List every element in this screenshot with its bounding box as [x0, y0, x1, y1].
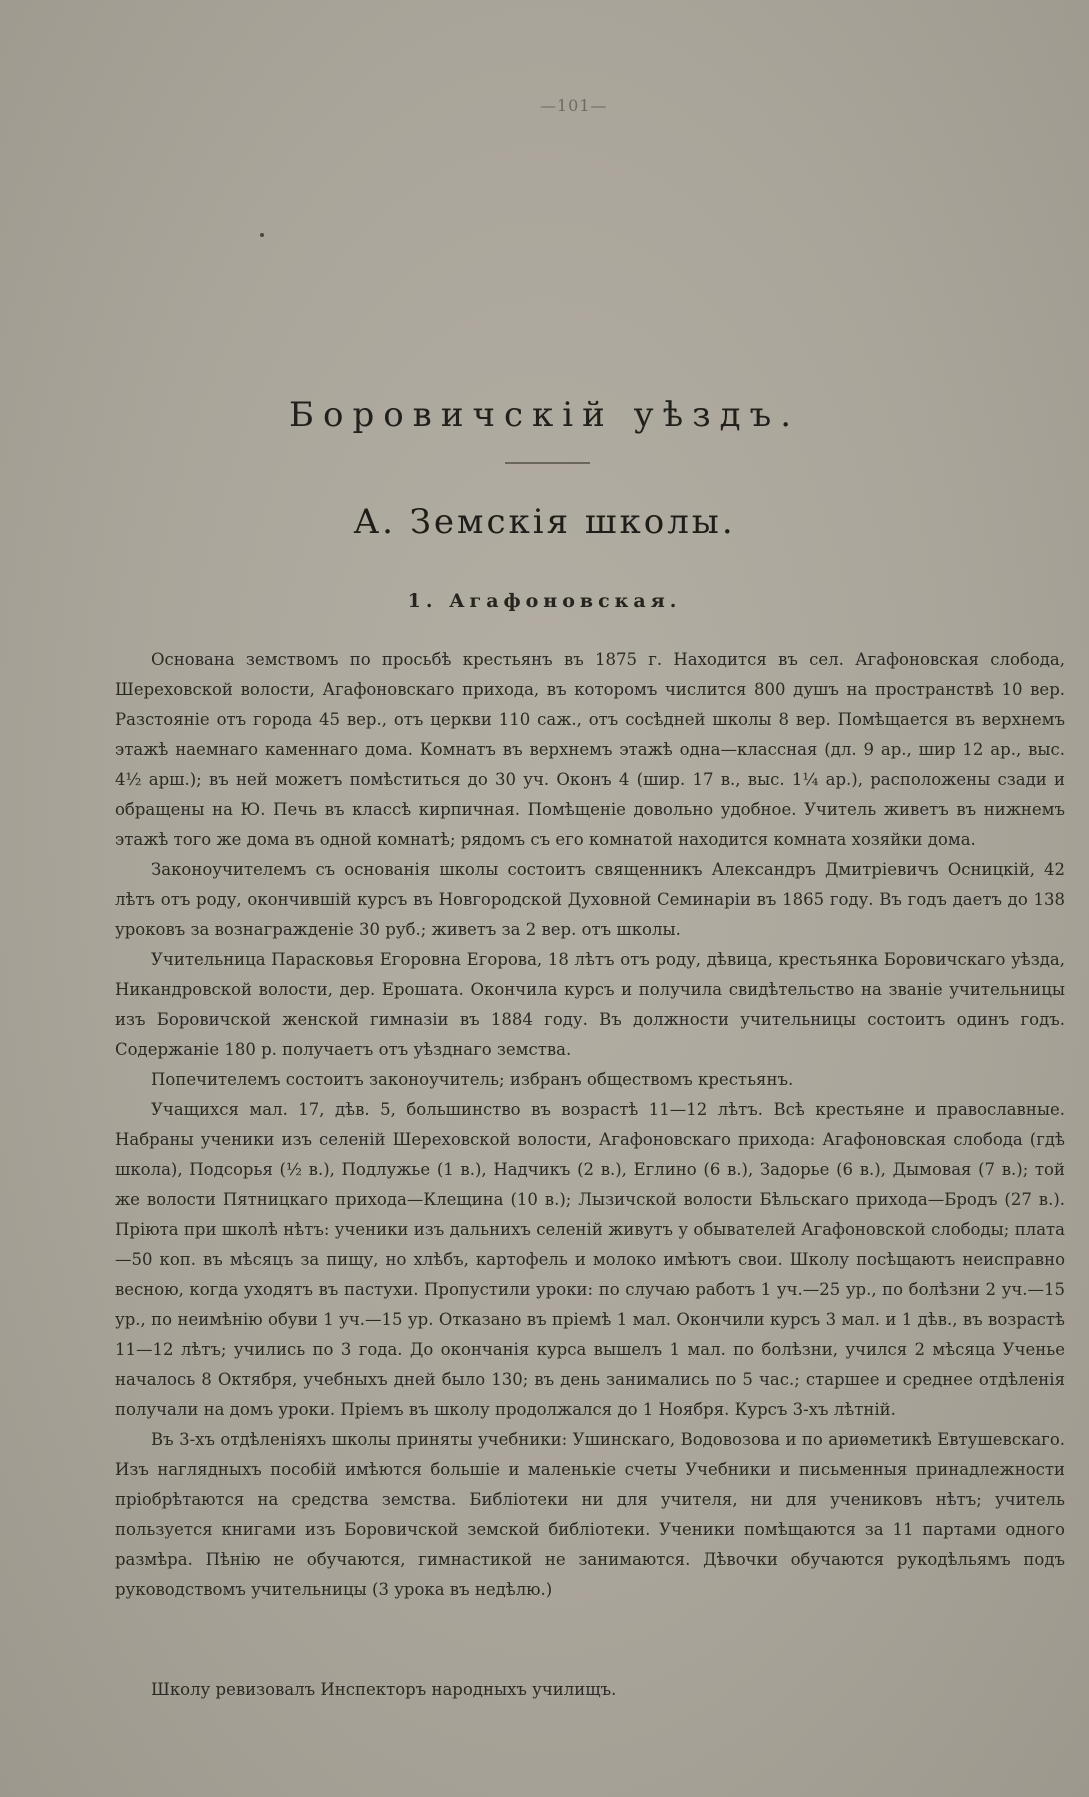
body-text	[115, 645, 1065, 1605]
inspection-note: Школу ревизовалъ Инспекторъ народныхъ училищъ.	[151, 1680, 617, 1699]
paragraph-foundation: Основана земствомъ по просьбѣ крестьянъ въ 1875 г. Находится въ сел. Агафоновская слобода, Шереховской волости, Агафоновскаго прихода, въ которомъ числится 800 душъ на пространствѣ 10 вер. Разстояніе отъ города 45 вер., отъ церкви 110 саж., отъ сосѣдней школы 8 вер. Помѣщается въ верхнемъ этажѣ наемнаго каменнаго дома. Комнатъ въ верхнемъ этажѣ одна—классная (дл. 9 ар., шир 12 ар., выс. 4½ арш.); въ ней можетъ помѣститься до 30 уч. Оконъ 4 (шир. 17 в., выс. 1¼ ар.), расположены сзади и обращены на Ю. Печь въ классѣ кирпичная. Помѣщеніе довольно удобное. Учитель живетъ въ нижнемъ этажѣ того же дома въ одной комнатѣ; рядомъ съ его комнатой находится комната хозяйки дома.	[115, 650, 1065, 849]
paragraph-trustee: Попечителемъ состоитъ законоучитель; избранъ обществомъ крестьянъ.	[151, 1070, 794, 1089]
print-speck	[260, 233, 264, 237]
district-title: Боровичскій уѣздъ.	[288, 395, 801, 435]
school-title: 1. Агафоновская.	[407, 590, 682, 612]
page-number: —101—	[540, 96, 608, 115]
paragraph-textbooks: Въ 3-хъ отдѣленіяхъ школы приняты учебники: Ушинскаго, Водовозова и по ариѳметикѣ Евтушевскаго. Изъ наглядныхъ пособій имѣются большіе и маленькіе счеты Учебники и письменныя принадлежности пріобрѣтаются на средства земства. Библіотеки ни для учителя, ни для учениковъ нѣтъ; учитель пользуется книгами изъ Боровичской земской библіотеки. Ученики помѣщаются за 11 партами одного размѣра. Пѣнію не обучаются, гимнастикой не занимаются. Дѣвочки обучаются рукодѣльямъ подъ руководствомъ учительницы (3 урока въ недѣлю.)	[115, 1430, 1065, 1599]
title-divider	[505, 462, 590, 464]
paragraph-religion-teacher: Законоучителемъ съ основанія школы состоитъ священникъ Александръ Дмитріевичъ Осницкій, 42 лѣтъ отъ роду, окончившій курсъ въ Новгородской Духовной Семинаріи въ 1865 году. Въ годъ даетъ до 138 уроковъ за вознагражденіе 30 руб.; живетъ за 2 вер. отъ школы.	[115, 860, 1065, 939]
paragraph-students: Учащихся мал. 17, дѣв. 5, большинство въ возрастѣ 11—12 лѣтъ. Всѣ крестьяне и православные. Набраны ученики изъ селеній Шереховской волости, Агафоновскаго прихода: Агафоновская слобода (гдѣ школа), Подсорья (½ в.), Подлужье (1 в.), Надчикъ (2 в.), Еглино (6 в.), Задорье (6 в.), Дымовая (7 в.); той же волости Пятницкаго прихода—Клещина (10 в.); Лызичской волости Бѣльскаго прихода—Бродъ (27 в.). Пріюта при школѣ нѣтъ: ученики изъ дальнихъ селеній живутъ у обывателей Агафоновской слободы; плата—50 коп. въ мѣсяцъ за пищу, но хлѣбъ, картофель и молоко имѣютъ свои. Школу посѣщаютъ неисправно весною, когда уходятъ въ пастухи. Пропустили уроки: по случаю работъ 1 уч.—25 ур., по болѣзни 2 уч.—15 ур., по неимѣнію обуви 1 уч.—15 ур. Отказано въ пріемѣ 1 мал. Окончили курсъ 3 мал. и 1 дѣв., въ возрастѣ 11—12 лѣтъ; учились по 3 года. До окончанія курса вышелъ 1 мал. по болѣзни, учился 2 мѣсяца Ученье началось 8 Октября, учебныхъ дней было 130; въ день занимались по 5 час.; старшее и среднее отдѣленія получали на домъ уроки. Пріемъ въ школу продолжался до 1 Ноября. Курсъ 3-хъ лѣтній.	[115, 1100, 1065, 1419]
section-title: А. Земскія школы.	[353, 502, 736, 542]
paragraph-teacher: Учительница Парасковья Егоровна Егорова, 18 лѣтъ отъ роду, дѣвица, крестьянка Боровичскаго уѣзда, Никандровской волости, дер. Ерошата. Окончила курсъ и получила свидѣтельство на званіе учительницы изъ Боровичской женской гимназіи въ 1884 году. Въ должности учительницы состоитъ одинъ годъ. Содержаніе 180 р. получаетъ отъ уѣзднаго земства.	[115, 950, 1065, 1059]
